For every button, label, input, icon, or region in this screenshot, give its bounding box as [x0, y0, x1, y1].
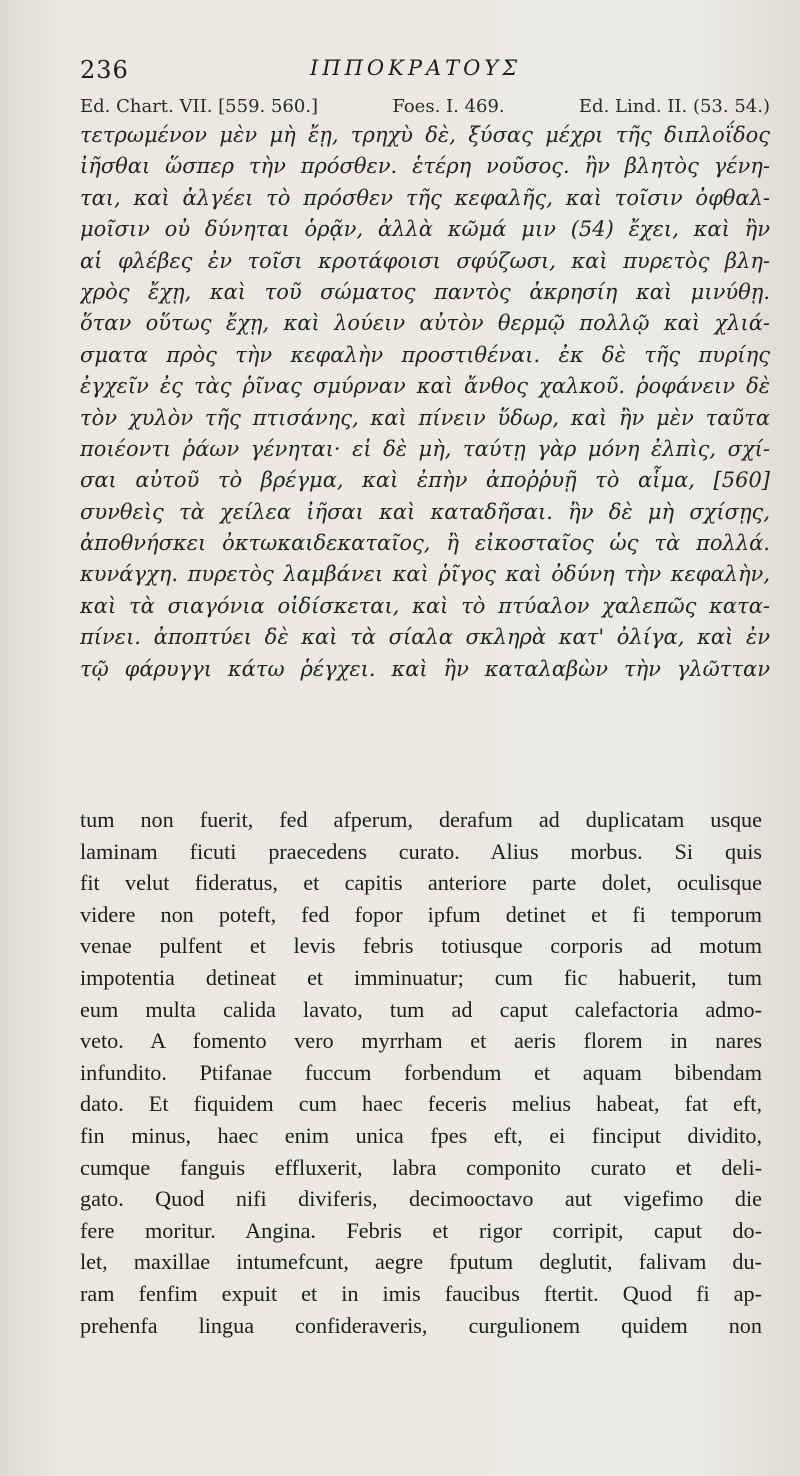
greek-text-line: χρὸς ἔχῃ, καὶ τοῦ σώματος παντὸς ἀκρησίη καὶ μινύθῃ.: [80, 279, 770, 304]
greek-text-line: ται, καὶ ἀλγέει τὸ πρόσθεν τῆς κεφαλῆς, καὶ τοῖσιν ὀφθαλ-: [80, 185, 770, 210]
greek-text-block: [80, 120, 770, 685]
greek-text-line: μοῖσιν οὐ δύνηται ὁρᾷν, ἀλλὰ κῶμά μιν (54) ἔχει, καὶ ἢν: [80, 217, 770, 242]
latin-text-line: fit velut fideratus, et capitis anteriore parte dolet, oculisque: [80, 870, 762, 896]
edition-ref-chart: Ed. Chart. VII. [559. 560.]: [80, 96, 319, 117]
greek-text-line: σματα πρὸς τὴν κεφαλὴν προστιθέναι. ἐκ δὲ τῆς πυρίης: [80, 342, 770, 367]
latin-text-line: tum non fuerit, fed afperum, derafum ad duplicatam usque: [80, 807, 762, 832]
latin-text-line: venae pulfent et levis febris totiusque corporis ad motum: [80, 933, 762, 959]
greek-text-line: ἀποθνήσκει ὀκτωκαιδεκαταῖος, ἢ εἰκοσταῖος ὡς τὰ πολλά.: [80, 531, 770, 556]
greek-text-line: ἰῆσθαι ὥσπερ τὴν πρόσθεν. ἑτέρη νοῦσος. ἢν βλητὸς γένη-: [80, 154, 770, 179]
latin-text-line: fere moritur. Angina. Febris et rigor corripit, caput do-: [80, 1217, 762, 1243]
latin-text-line: eum multa calida lavato, tum ad caput calefactoria admo-: [80, 996, 762, 1022]
edition-ref-foes: Foes. I. 469.: [392, 96, 505, 117]
latin-text-line: fin minus, haec enim unica fpes eft, ei finciput dividito,: [80, 1122, 762, 1148]
greek-text-line: ἐγχεῖν ἐς τὰς ῥῖνας σμύρναν καὶ ἄνθος χαλκοῦ. ῥοφάνειν δὲ: [80, 374, 770, 399]
greek-text-line: τῷ φάρυγγι κάτω ῥέγχει. καὶ ἢν καταλαβὼν τὴν γλῶτταν: [80, 656, 770, 681]
greek-text-line: καὶ τὰ σιαγόνια οἰδίσκεται, καὶ τὸ πτύαλον χαλεπῶς κατα-: [80, 593, 770, 618]
latin-text-line: veto. A fomento vero myrrham et aeris florem in nares: [80, 1028, 762, 1054]
greek-text-line: συνθεὶς τὰ χείλεα ἰῆσαι καὶ καταδῆσαι. ἢν δὲ μὴ σχίσῃς,: [80, 499, 770, 524]
latin-text-line: ram fenfim expuit et in imis faucibus ftertit. Quod fi ap-: [80, 1280, 762, 1306]
latin-text-line: gato. Quod nifi diviferis, decimooctavo aut vigefimo die: [80, 1186, 762, 1212]
greek-text-line: τὸν χυλὸν τῆς πτισάνης, καὶ πίνειν ὕδωρ, καὶ ἢν μὲν ταῦτα: [80, 405, 770, 430]
edition-ref-lind: Ed. Lind. II. (53. 54.): [578, 96, 770, 117]
latin-text-line: prehenfa lingua confideraveris, curgulionem quidem non: [80, 1312, 762, 1338]
latin-text-line: let, maxillae intumefcunt, aegre fputum deglutit, falivam du-: [80, 1249, 762, 1275]
latin-text-line: dato. Et fiquidem cum haec feceris melius habeat, fat eft,: [80, 1091, 762, 1117]
page-header: [80, 48, 770, 88]
greek-text-line: πίνει. ἀποπτύει δὲ καὶ τὰ σίαλα σκληρὰ κατ' ὀλίγα, καὶ ἐν: [80, 625, 770, 650]
greek-text-line: σαι αὐτοῦ τὸ βρέγμα, καὶ ἐπὴν ἀποῤῥυῇ τὸ αἷμα, [560]: [80, 468, 770, 493]
latin-text-line: laminam ficuti praecedens curato. Alius morbus. Si quis: [80, 838, 762, 864]
greek-text-line: κυνάγχη. πυρετὸς λαμβάνει καὶ ῥῖγος καὶ ὀδύνη τὴν κεφαλὴν,: [80, 562, 770, 587]
greek-text-line: αἱ φλέβες ἐν τοῖσι κροτάφοισι σφύζωσι, καὶ πυρετὸς βλη-: [80, 248, 770, 273]
latin-text-line: infundito. Ptifanae fuccum forbendum et aquam bibendam: [80, 1059, 762, 1085]
page-number: 236: [80, 56, 129, 84]
latin-text-line: videre non poteft, fed fopor ipfum detinet et fi temporum: [80, 901, 762, 927]
latin-text-line: cumque fanguis effluxerit, labra componito curato et deli-: [80, 1154, 762, 1180]
greek-text-line: ὅταν οὕτως ἔχῃ, καὶ λούειν αὐτὸν θερμῷ πολλῷ καὶ χλιά-: [80, 311, 770, 336]
latin-text-line: impotentia detineat et imminuatur; cum fic habuerit, tum: [80, 964, 762, 990]
latin-text-block: [80, 804, 762, 1341]
running-title: ΙΠΠΟΚΡΑΤΟΥΣ: [310, 56, 522, 80]
greek-text-line: ποιέοντι ῥάων γένηται· εἰ δὲ μὴ, ταύτῃ γὰρ μόνη ἐλπὶς, σχί-: [80, 436, 770, 461]
greek-text-line: τετρωμένον μὲν μὴ ἔῃ, τρηχὺ δὲ, ξύσας μέχρι τῆς διπλοΐδος: [80, 123, 770, 147]
edition-references: [80, 96, 770, 117]
